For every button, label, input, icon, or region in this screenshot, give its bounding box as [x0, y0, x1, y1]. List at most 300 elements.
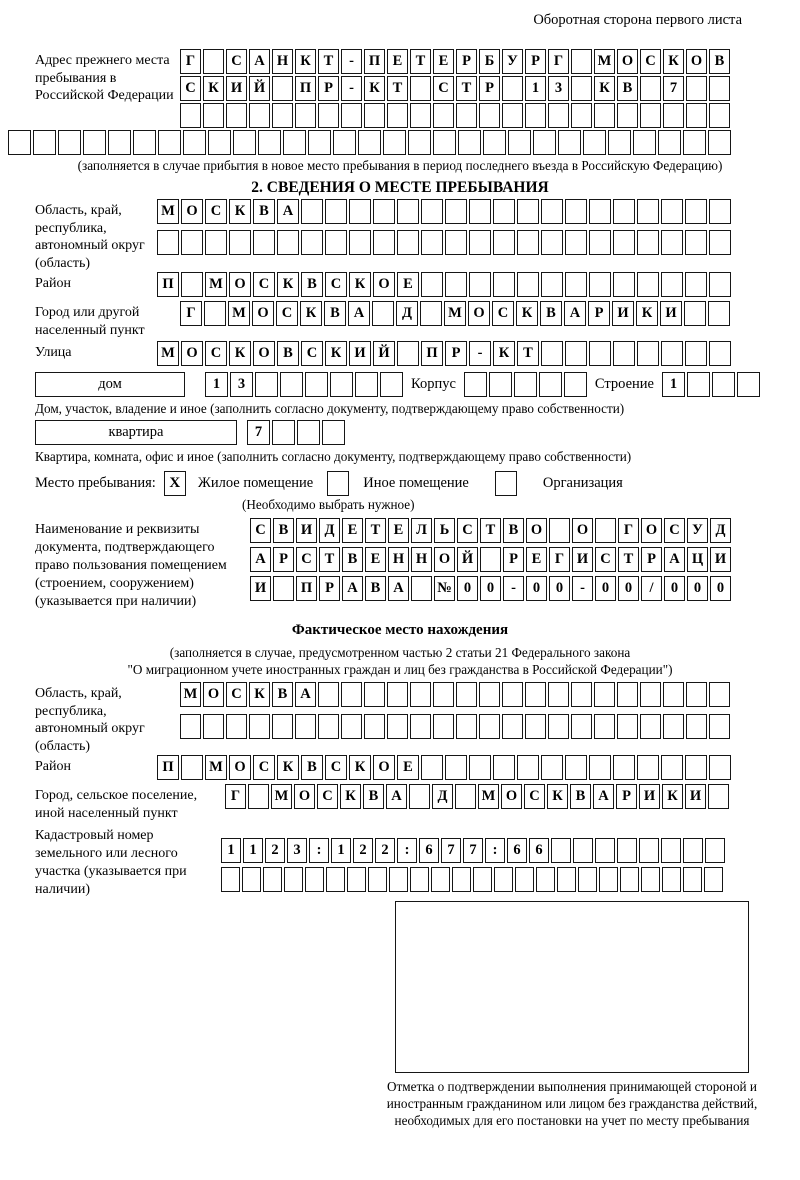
- char-box[interactable]: [594, 682, 615, 707]
- char-box[interactable]: [248, 784, 269, 809]
- char-box[interactable]: [255, 372, 278, 397]
- char-box[interactable]: [613, 199, 635, 224]
- char-box[interactable]: Е: [342, 518, 363, 543]
- char-box[interactable]: Е: [526, 547, 547, 572]
- char-box[interactable]: [347, 867, 366, 892]
- char-box[interactable]: С: [664, 518, 685, 543]
- char-box[interactable]: В: [365, 576, 386, 601]
- char-box[interactable]: Т: [410, 49, 431, 74]
- char-box[interactable]: [589, 199, 611, 224]
- char-box[interactable]: [364, 103, 385, 128]
- char-box[interactable]: [541, 341, 563, 366]
- char-box[interactable]: А: [342, 576, 363, 601]
- char-box[interactable]: [637, 230, 659, 255]
- char-box[interactable]: [133, 130, 156, 155]
- char-box[interactable]: [325, 199, 347, 224]
- char-box[interactable]: [661, 755, 683, 780]
- char-box[interactable]: С: [250, 518, 271, 543]
- char-box[interactable]: 7: [663, 76, 684, 101]
- char-box[interactable]: Й: [249, 76, 270, 101]
- char-box[interactable]: Т: [517, 341, 539, 366]
- char-box[interactable]: Г: [618, 518, 639, 543]
- char-box[interactable]: [536, 867, 555, 892]
- char-box[interactable]: [708, 130, 731, 155]
- char-box[interactable]: [661, 838, 681, 863]
- char-box[interactable]: 0: [526, 576, 547, 601]
- char-box[interactable]: [203, 49, 224, 74]
- char-box[interactable]: -: [503, 576, 524, 601]
- char-box[interactable]: [368, 867, 387, 892]
- char-box[interactable]: [433, 103, 454, 128]
- char-box[interactable]: [277, 230, 299, 255]
- char-box[interactable]: К: [295, 49, 316, 74]
- char-box[interactable]: :: [309, 838, 329, 863]
- char-box[interactable]: [389, 867, 408, 892]
- char-box[interactable]: [517, 230, 539, 255]
- char-box[interactable]: В: [324, 301, 346, 326]
- char-box[interactable]: [249, 103, 270, 128]
- char-box[interactable]: [456, 682, 477, 707]
- char-box[interactable]: Р: [588, 301, 610, 326]
- char-box[interactable]: С: [301, 341, 323, 366]
- char-box[interactable]: [421, 755, 443, 780]
- char-box[interactable]: [181, 755, 203, 780]
- char-box[interactable]: [8, 130, 31, 155]
- char-box[interactable]: 0: [687, 576, 708, 601]
- char-box[interactable]: [473, 867, 492, 892]
- char-box[interactable]: С: [325, 272, 347, 297]
- char-box[interactable]: [594, 103, 615, 128]
- char-box[interactable]: Ц: [687, 547, 708, 572]
- char-box[interactable]: М: [478, 784, 499, 809]
- char-box[interactable]: [583, 130, 606, 155]
- char-box[interactable]: А: [295, 682, 316, 707]
- char-box[interactable]: К: [516, 301, 538, 326]
- char-box[interactable]: 7: [463, 838, 483, 863]
- char-box[interactable]: [525, 682, 546, 707]
- char-box[interactable]: Г: [549, 547, 570, 572]
- char-box[interactable]: К: [349, 755, 371, 780]
- char-box[interactable]: [421, 199, 443, 224]
- char-box[interactable]: [685, 230, 707, 255]
- char-box[interactable]: Р: [318, 76, 339, 101]
- char-box[interactable]: [180, 103, 201, 128]
- char-box[interactable]: [203, 103, 224, 128]
- char-box[interactable]: [183, 130, 206, 155]
- char-box[interactable]: [301, 230, 323, 255]
- char-box[interactable]: Г: [225, 784, 246, 809]
- char-box[interactable]: [613, 230, 635, 255]
- char-box[interactable]: [226, 103, 247, 128]
- char-box[interactable]: С: [205, 341, 227, 366]
- char-box[interactable]: [433, 130, 456, 155]
- char-box[interactable]: Т: [387, 76, 408, 101]
- char-box[interactable]: [489, 372, 512, 397]
- char-box[interactable]: С: [205, 199, 227, 224]
- char-box[interactable]: М: [271, 784, 292, 809]
- char-box[interactable]: [663, 714, 684, 739]
- char-box[interactable]: [203, 714, 224, 739]
- char-box[interactable]: С: [524, 784, 545, 809]
- char-box[interactable]: [387, 103, 408, 128]
- char-box[interactable]: [318, 682, 339, 707]
- char-box[interactable]: [709, 682, 730, 707]
- char-box[interactable]: Н: [388, 547, 409, 572]
- char-box[interactable]: [533, 130, 556, 155]
- char-box[interactable]: [709, 230, 731, 255]
- char-box[interactable]: 7: [441, 838, 461, 863]
- char-box[interactable]: 0: [664, 576, 685, 601]
- char-box[interactable]: [469, 272, 491, 297]
- char-box[interactable]: [662, 867, 681, 892]
- char-box[interactable]: [589, 230, 611, 255]
- char-box[interactable]: 1: [243, 838, 263, 863]
- char-box[interactable]: С: [492, 301, 514, 326]
- char-box[interactable]: [158, 130, 181, 155]
- char-box[interactable]: 1: [331, 838, 351, 863]
- char-box[interactable]: [226, 714, 247, 739]
- char-box[interactable]: О: [252, 301, 274, 326]
- char-box[interactable]: Н: [411, 547, 432, 572]
- char-box[interactable]: [301, 199, 323, 224]
- char-box[interactable]: [539, 372, 562, 397]
- char-box[interactable]: О: [229, 272, 251, 297]
- char-box[interactable]: [349, 230, 371, 255]
- char-box[interactable]: 0: [595, 576, 616, 601]
- char-box[interactable]: [709, 341, 731, 366]
- char-box[interactable]: [541, 199, 563, 224]
- char-box[interactable]: [637, 272, 659, 297]
- char-box[interactable]: [229, 230, 251, 255]
- char-box[interactable]: [397, 341, 419, 366]
- char-box[interactable]: 2: [265, 838, 285, 863]
- char-box[interactable]: [551, 838, 571, 863]
- char-box[interactable]: И: [710, 547, 731, 572]
- char-box[interactable]: [372, 301, 394, 326]
- char-box[interactable]: К: [663, 49, 684, 74]
- char-box[interactable]: [573, 838, 593, 863]
- char-box[interactable]: [640, 714, 661, 739]
- char-box[interactable]: 0: [480, 576, 501, 601]
- char-box[interactable]: [613, 755, 635, 780]
- char-box[interactable]: А: [348, 301, 370, 326]
- char-box[interactable]: [208, 130, 231, 155]
- char-box[interactable]: Й: [373, 341, 395, 366]
- char-box[interactable]: [683, 130, 706, 155]
- char-box[interactable]: М: [205, 755, 227, 780]
- char-box[interactable]: [433, 714, 454, 739]
- char-box[interactable]: Н: [272, 49, 293, 74]
- char-box[interactable]: К: [203, 76, 224, 101]
- char-box[interactable]: С: [457, 518, 478, 543]
- char-box[interactable]: О: [253, 341, 275, 366]
- char-box[interactable]: 6: [507, 838, 527, 863]
- char-box[interactable]: 1: [221, 838, 241, 863]
- char-box[interactable]: С: [226, 682, 247, 707]
- char-box[interactable]: [411, 576, 432, 601]
- char-box[interactable]: В: [273, 518, 294, 543]
- char-box[interactable]: [613, 272, 635, 297]
- char-box[interactable]: [341, 714, 362, 739]
- char-box[interactable]: К: [349, 272, 371, 297]
- char-box[interactable]: С: [595, 547, 616, 572]
- char-box[interactable]: [322, 420, 345, 445]
- char-box[interactable]: [661, 272, 683, 297]
- char-box[interactable]: [508, 130, 531, 155]
- char-box[interactable]: В: [363, 784, 384, 809]
- char-box[interactable]: [637, 199, 659, 224]
- char-box[interactable]: [181, 272, 203, 297]
- char-box[interactable]: [565, 755, 587, 780]
- char-box[interactable]: [589, 341, 611, 366]
- char-box[interactable]: И: [612, 301, 634, 326]
- char-box[interactable]: 2: [353, 838, 373, 863]
- char-box[interactable]: [58, 130, 81, 155]
- char-box[interactable]: Е: [387, 49, 408, 74]
- char-box[interactable]: 1: [662, 372, 685, 397]
- char-box[interactable]: [686, 714, 707, 739]
- char-box[interactable]: Р: [273, 547, 294, 572]
- char-box[interactable]: [541, 272, 563, 297]
- char-box[interactable]: [565, 199, 587, 224]
- char-box[interactable]: Д: [432, 784, 453, 809]
- char-box[interactable]: И: [572, 547, 593, 572]
- char-box[interactable]: [333, 130, 356, 155]
- char-box[interactable]: И: [685, 784, 706, 809]
- char-box[interactable]: К: [277, 272, 299, 297]
- char-box[interactable]: [431, 867, 450, 892]
- char-box[interactable]: [549, 518, 570, 543]
- char-box[interactable]: М: [594, 49, 615, 74]
- char-box[interactable]: [737, 372, 760, 397]
- char-box[interactable]: О: [526, 518, 547, 543]
- char-box[interactable]: А: [277, 199, 299, 224]
- char-box[interactable]: В: [570, 784, 591, 809]
- char-box[interactable]: [33, 130, 56, 155]
- char-box[interactable]: Р: [616, 784, 637, 809]
- char-box[interactable]: [420, 301, 442, 326]
- char-box[interactable]: Т: [456, 76, 477, 101]
- char-box[interactable]: [445, 199, 467, 224]
- char-box[interactable]: -: [572, 576, 593, 601]
- char-box[interactable]: [273, 576, 294, 601]
- char-box[interactable]: [637, 755, 659, 780]
- char-box[interactable]: О: [434, 547, 455, 572]
- char-box[interactable]: [633, 130, 656, 155]
- char-box[interactable]: О: [373, 755, 395, 780]
- char-box[interactable]: [83, 130, 106, 155]
- char-box[interactable]: -: [341, 49, 362, 74]
- char-box[interactable]: [233, 130, 256, 155]
- char-box[interactable]: Т: [319, 547, 340, 572]
- char-box[interactable]: [221, 867, 240, 892]
- char-box[interactable]: [445, 230, 467, 255]
- char-box[interactable]: [515, 867, 534, 892]
- char-box[interactable]: И: [296, 518, 317, 543]
- char-box[interactable]: [565, 230, 587, 255]
- char-box[interactable]: [272, 76, 293, 101]
- char-box[interactable]: [502, 714, 523, 739]
- char-box[interactable]: В: [540, 301, 562, 326]
- char-box[interactable]: И: [226, 76, 247, 101]
- char-box[interactable]: Г: [180, 49, 201, 74]
- char-box[interactable]: [685, 199, 707, 224]
- char-box[interactable]: П: [364, 49, 385, 74]
- char-box[interactable]: [410, 867, 429, 892]
- char-box[interactable]: [318, 103, 339, 128]
- char-box[interactable]: -: [341, 76, 362, 101]
- char-box[interactable]: 6: [419, 838, 439, 863]
- char-box[interactable]: [383, 130, 406, 155]
- char-box[interactable]: У: [502, 49, 523, 74]
- char-box[interactable]: О: [203, 682, 224, 707]
- stay-type-checkbox-residential[interactable]: X: [164, 471, 186, 496]
- char-box[interactable]: [272, 103, 293, 128]
- char-box[interactable]: А: [250, 547, 271, 572]
- char-box[interactable]: [305, 372, 328, 397]
- char-box[interactable]: 2: [375, 838, 395, 863]
- char-box[interactable]: [565, 341, 587, 366]
- char-box[interactable]: [548, 682, 569, 707]
- char-box[interactable]: [469, 199, 491, 224]
- char-box[interactable]: [687, 372, 710, 397]
- char-box[interactable]: [455, 784, 476, 809]
- char-box[interactable]: [548, 103, 569, 128]
- char-box[interactable]: [456, 103, 477, 128]
- char-box[interactable]: [709, 714, 730, 739]
- char-box[interactable]: С: [433, 76, 454, 101]
- char-box[interactable]: №: [434, 576, 455, 601]
- char-box[interactable]: [157, 230, 179, 255]
- char-box[interactable]: [517, 272, 539, 297]
- char-box[interactable]: Е: [388, 518, 409, 543]
- char-box[interactable]: В: [617, 76, 638, 101]
- char-box[interactable]: [564, 372, 587, 397]
- char-box[interactable]: [295, 714, 316, 739]
- char-box[interactable]: [613, 341, 635, 366]
- char-box[interactable]: В: [503, 518, 524, 543]
- char-box[interactable]: [480, 547, 501, 572]
- char-box[interactable]: [284, 867, 303, 892]
- char-box[interactable]: [617, 838, 637, 863]
- char-box[interactable]: [397, 230, 419, 255]
- char-box[interactable]: [663, 682, 684, 707]
- char-box[interactable]: [464, 372, 487, 397]
- char-box[interactable]: [684, 301, 706, 326]
- char-box[interactable]: 0: [618, 576, 639, 601]
- char-box[interactable]: С: [253, 755, 275, 780]
- char-box[interactable]: 1: [525, 76, 546, 101]
- char-box[interactable]: [272, 420, 295, 445]
- char-box[interactable]: 3: [548, 76, 569, 101]
- char-box[interactable]: Л: [411, 518, 432, 543]
- char-box[interactable]: А: [388, 576, 409, 601]
- char-box[interactable]: П: [157, 755, 179, 780]
- char-box[interactable]: [483, 130, 506, 155]
- char-box[interactable]: [205, 230, 227, 255]
- char-box[interactable]: Е: [397, 272, 419, 297]
- char-box[interactable]: [341, 682, 362, 707]
- char-box[interactable]: К: [636, 301, 658, 326]
- char-box[interactable]: К: [493, 341, 515, 366]
- char-box[interactable]: [578, 867, 597, 892]
- char-box[interactable]: [661, 199, 683, 224]
- char-box[interactable]: [709, 76, 730, 101]
- char-box[interactable]: Р: [319, 576, 340, 601]
- char-box[interactable]: [525, 714, 546, 739]
- char-box[interactable]: [683, 838, 703, 863]
- char-box[interactable]: [502, 103, 523, 128]
- char-box[interactable]: Р: [503, 547, 524, 572]
- char-box[interactable]: 6: [529, 838, 549, 863]
- char-box[interactable]: Д: [396, 301, 418, 326]
- char-box[interactable]: [502, 76, 523, 101]
- char-box[interactable]: [608, 130, 631, 155]
- char-box[interactable]: В: [253, 199, 275, 224]
- char-box[interactable]: [479, 103, 500, 128]
- char-box[interactable]: [318, 714, 339, 739]
- char-box[interactable]: К: [229, 199, 251, 224]
- char-box[interactable]: [663, 103, 684, 128]
- char-box[interactable]: [686, 103, 707, 128]
- char-box[interactable]: 0: [457, 576, 478, 601]
- char-box[interactable]: Р: [456, 49, 477, 74]
- char-box[interactable]: [558, 130, 581, 155]
- char-box[interactable]: [108, 130, 131, 155]
- char-box[interactable]: С: [317, 784, 338, 809]
- char-box[interactable]: [493, 272, 515, 297]
- char-box[interactable]: М: [205, 272, 227, 297]
- char-box[interactable]: [253, 230, 275, 255]
- char-box[interactable]: М: [180, 682, 201, 707]
- char-box[interactable]: [308, 130, 331, 155]
- char-box[interactable]: [599, 867, 618, 892]
- char-box[interactable]: [493, 755, 515, 780]
- char-box[interactable]: [358, 130, 381, 155]
- char-box[interactable]: [541, 755, 563, 780]
- char-box[interactable]: [683, 867, 702, 892]
- char-box[interactable]: Т: [618, 547, 639, 572]
- char-box[interactable]: И: [639, 784, 660, 809]
- char-box[interactable]: 0: [549, 576, 570, 601]
- char-box[interactable]: Б: [479, 49, 500, 74]
- char-box[interactable]: [685, 341, 707, 366]
- char-box[interactable]: К: [325, 341, 347, 366]
- char-box[interactable]: А: [593, 784, 614, 809]
- char-box[interactable]: [397, 199, 419, 224]
- char-box[interactable]: К: [229, 341, 251, 366]
- char-box[interactable]: [410, 103, 431, 128]
- char-box[interactable]: И: [660, 301, 682, 326]
- char-box[interactable]: [330, 372, 353, 397]
- char-box[interactable]: В: [709, 49, 730, 74]
- stay-type-checkbox-organization[interactable]: [495, 471, 517, 496]
- char-box[interactable]: [421, 230, 443, 255]
- char-box[interactable]: В: [277, 341, 299, 366]
- char-box[interactable]: [456, 714, 477, 739]
- char-box[interactable]: А: [664, 547, 685, 572]
- char-box[interactable]: [565, 272, 587, 297]
- char-box[interactable]: [325, 230, 347, 255]
- char-box[interactable]: [589, 272, 611, 297]
- char-box[interactable]: [280, 372, 303, 397]
- char-box[interactable]: С: [180, 76, 201, 101]
- char-box[interactable]: С: [226, 49, 247, 74]
- char-box[interactable]: П: [295, 76, 316, 101]
- char-box[interactable]: [364, 682, 385, 707]
- char-box[interactable]: [571, 76, 592, 101]
- char-box[interactable]: [479, 714, 500, 739]
